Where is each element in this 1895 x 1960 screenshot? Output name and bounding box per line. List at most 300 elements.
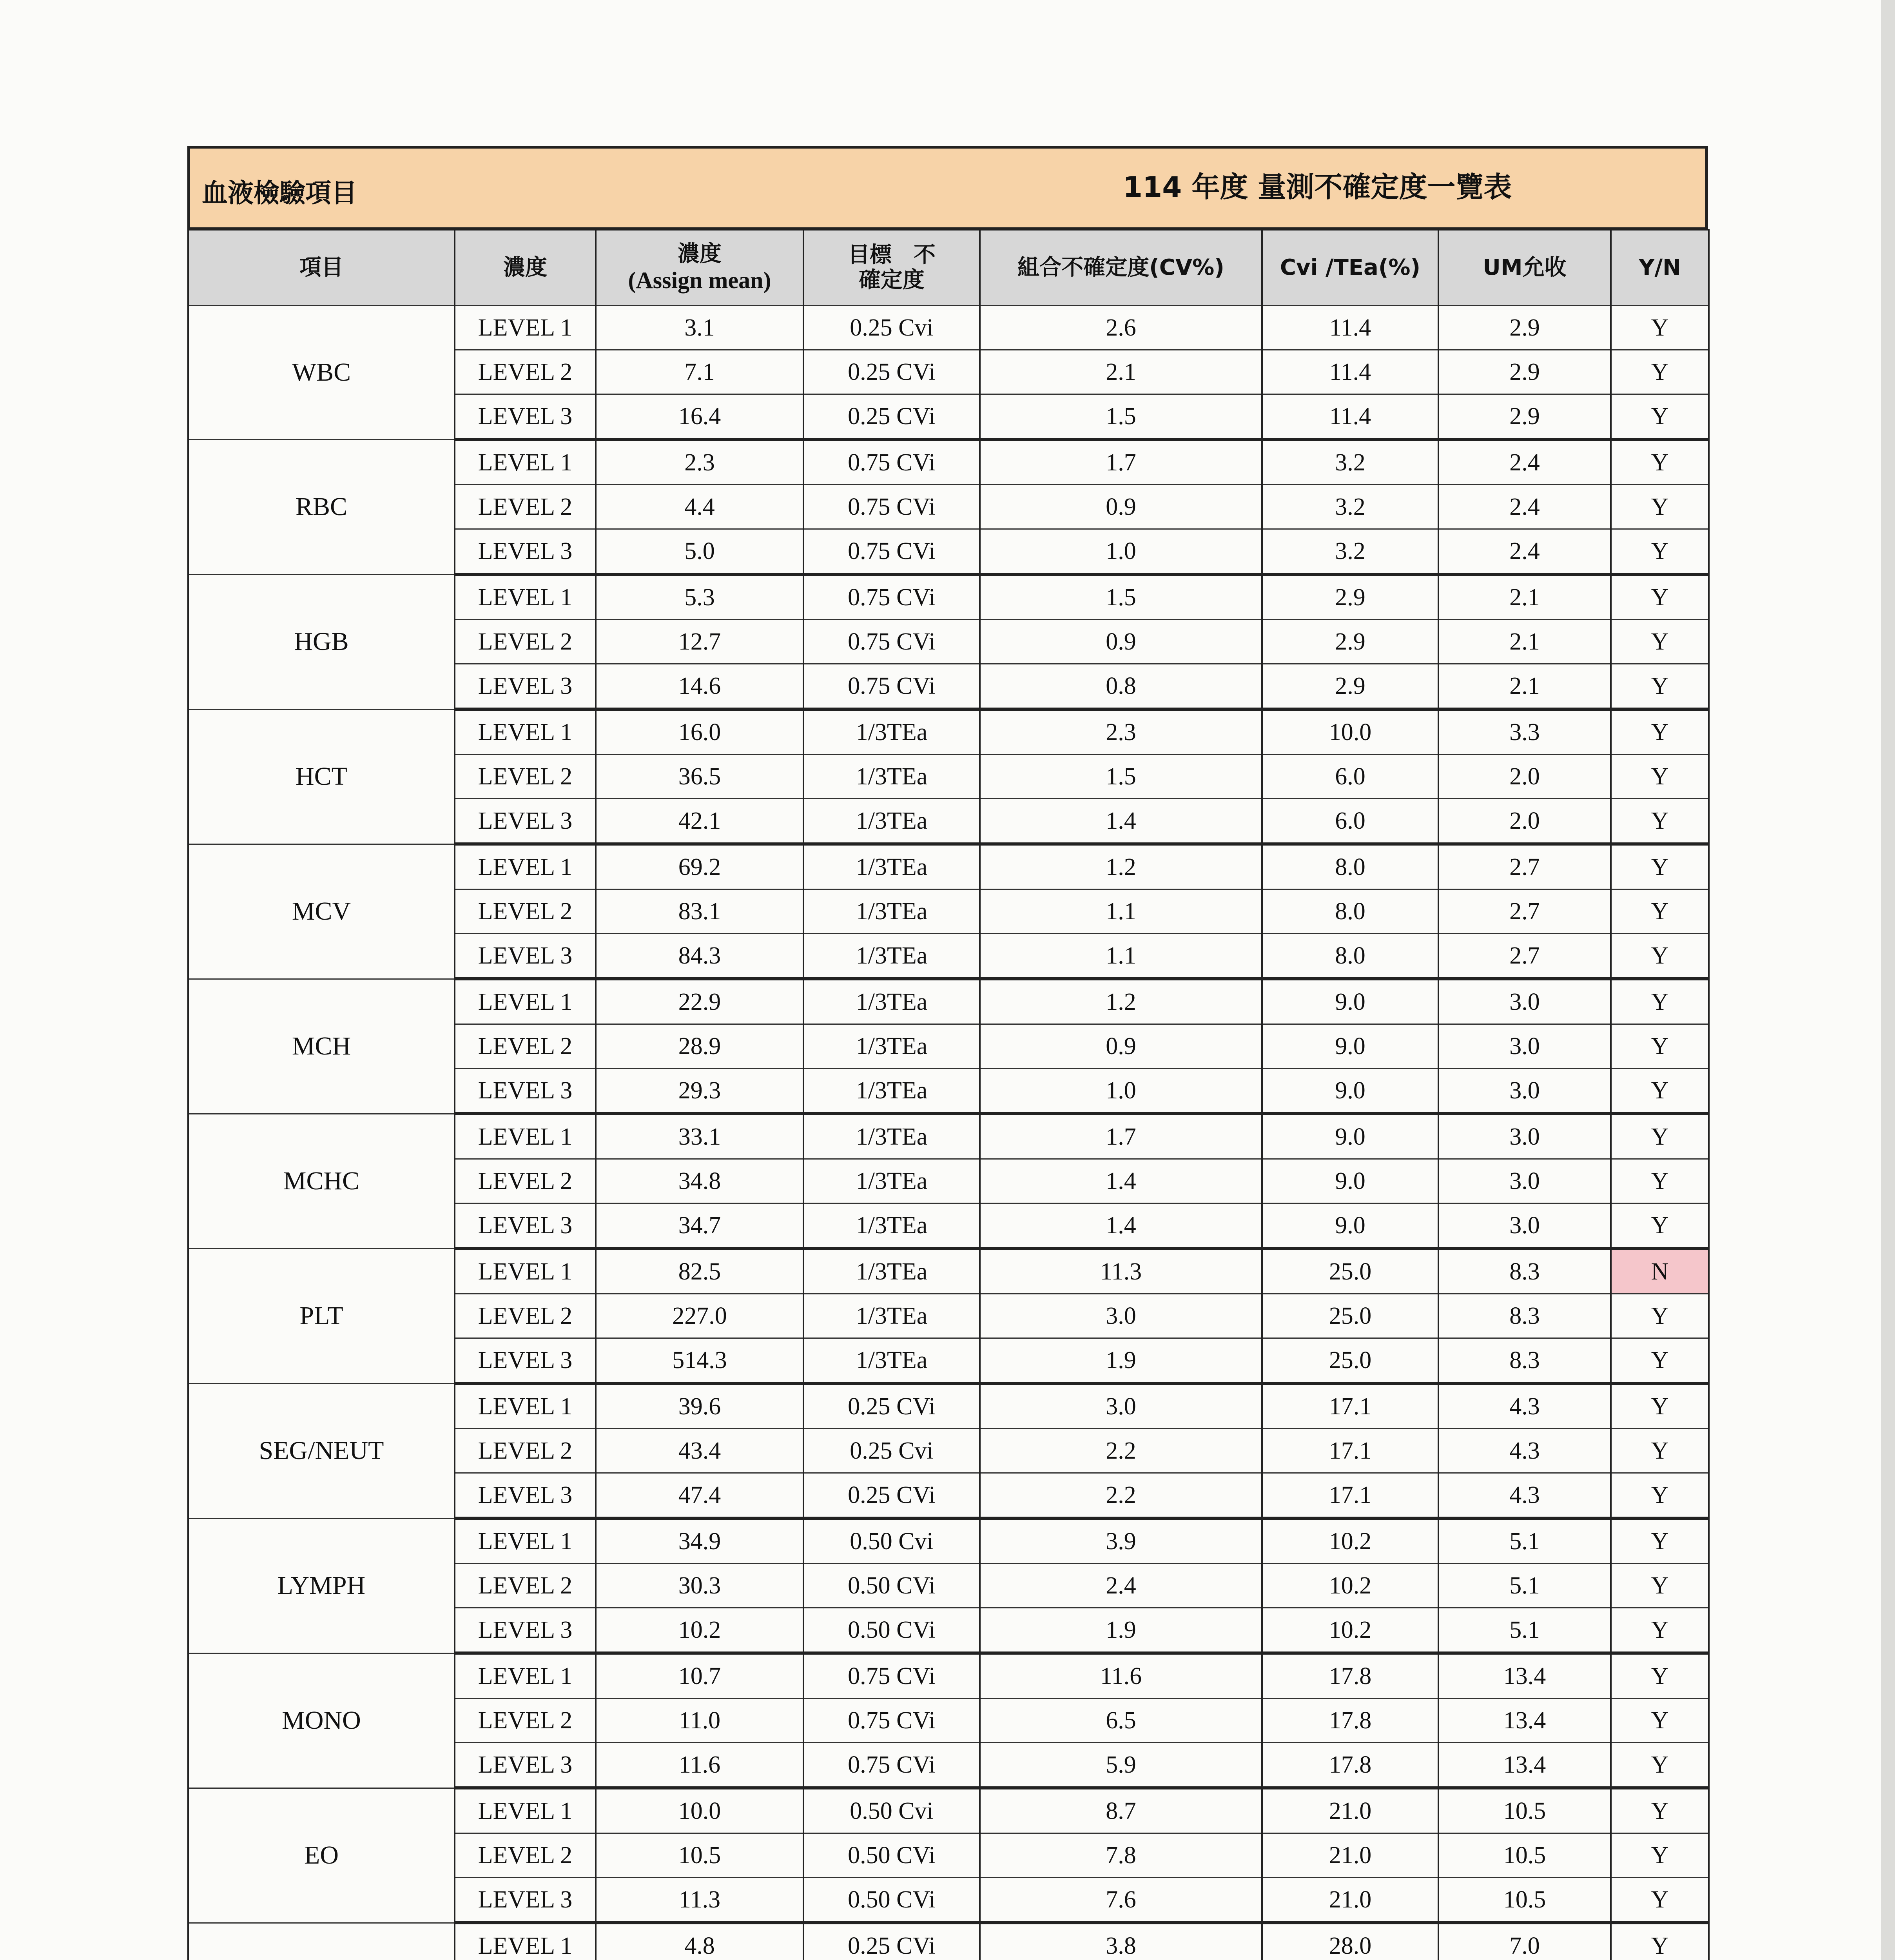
um-allow-cell: 2.4 (1438, 485, 1611, 529)
table-row (188, 574, 1709, 620)
item-cell: MONO (188, 1653, 455, 1788)
level-cell: LEVEL 1 (455, 1518, 596, 1564)
target-uncertainty-cell: 0.25 CVi (803, 350, 980, 394)
target-uncertainty-cell: 1/3TEa (803, 1159, 980, 1203)
assign-mean-cell: 43.4 (596, 1429, 803, 1473)
assign-mean-cell: 2.3 (596, 439, 803, 485)
um-allow-cell: 2.7 (1438, 889, 1611, 934)
um-allow-cell: 5.1 (1438, 1564, 1611, 1608)
um-allow-cell: 2.1 (1438, 620, 1611, 664)
yn-cell: Y (1611, 306, 1709, 350)
cvi-tea-cell: 9.0 (1262, 1203, 1438, 1249)
level-cell: LEVEL 1 (455, 574, 596, 620)
item-cell: WBC (188, 306, 455, 440)
cvi-tea-cell: 25.0 (1262, 1294, 1438, 1338)
yn-cell: Y (1611, 1114, 1709, 1159)
table-row (188, 1114, 1709, 1159)
cvi-tea-cell: 6.0 (1262, 799, 1438, 844)
assign-mean-cell: 29.3 (596, 1069, 803, 1114)
target-uncertainty-cell: 1/3TEa (803, 755, 980, 799)
yn-cell: Y (1611, 485, 1709, 529)
level-cell: LEVEL 2 (455, 1159, 596, 1203)
item-cell: RBC (188, 439, 455, 574)
yn-cell: Y (1611, 1383, 1709, 1429)
uncertainty-form (187, 146, 1708, 1960)
target-uncertainty-cell: 0.25 CVi (803, 1383, 980, 1429)
combined-uncertainty-cell: 1.9 (980, 1338, 1262, 1384)
yn-cell: Y (1611, 574, 1709, 620)
yn-cell: Y (1611, 664, 1709, 710)
assign-mean-cell: 34.9 (596, 1518, 803, 1564)
cvi-tea-cell: 28.0 (1262, 1923, 1438, 1960)
cvi-tea-cell: 11.4 (1262, 306, 1438, 350)
target-uncertainty-cell: 0.25 Cvi (803, 1429, 980, 1473)
level-cell: LEVEL 2 (455, 1294, 596, 1338)
yn-cell: Y (1611, 1743, 1709, 1788)
cvi-tea-cell: 10.2 (1262, 1564, 1438, 1608)
target-uncertainty-cell: 1/3TEa (803, 1338, 980, 1384)
title-bar (187, 146, 1708, 229)
level-cell: LEVEL 3 (455, 1473, 596, 1519)
um-allow-cell: 5.1 (1438, 1608, 1611, 1653)
level-cell: LEVEL 2 (455, 485, 596, 529)
level-cell: LEVEL 3 (455, 1203, 596, 1249)
target-uncertainty-cell: 0.75 CVi (803, 485, 980, 529)
report-title: 114 年度 量測不確定度一覽表 (1123, 171, 1512, 203)
col-level: 濃度 (455, 230, 596, 306)
combined-uncertainty-cell: 8.7 (980, 1788, 1262, 1833)
item-cell: MCHC (188, 1114, 455, 1249)
combined-uncertainty-cell: 0.9 (980, 485, 1262, 529)
target-uncertainty-cell: 0.50 CVi (803, 1564, 980, 1608)
level-cell: LEVEL 3 (455, 1878, 596, 1923)
level-cell: LEVEL 3 (455, 1069, 596, 1114)
yn-cell: Y (1611, 1024, 1709, 1069)
target-uncertainty-cell: 0.50 CVi (803, 1833, 980, 1878)
table-row (188, 439, 1709, 485)
assign-mean-cell: 34.7 (596, 1203, 803, 1249)
combined-uncertainty-cell: 7.6 (980, 1878, 1262, 1923)
assign-mean-cell: 42.1 (596, 799, 803, 844)
yn-cell: Y (1611, 394, 1709, 440)
combined-uncertainty-cell: 3.8 (980, 1923, 1262, 1960)
yn-cell: N (1611, 1249, 1709, 1294)
combined-uncertainty-cell: 1.2 (980, 979, 1262, 1024)
target-uncertainty-cell: 0.75 CVi (803, 664, 980, 710)
target-uncertainty-cell: 1/3TEa (803, 1294, 980, 1338)
yn-cell: Y (1611, 979, 1709, 1024)
um-allow-cell: 4.3 (1438, 1473, 1611, 1519)
col-assign-mean-line1: 濃度 (678, 241, 722, 267)
assign-mean-cell: 30.3 (596, 1564, 803, 1608)
combined-uncertainty-cell: 11.3 (980, 1249, 1262, 1294)
um-allow-cell: 2.1 (1438, 664, 1611, 710)
assign-mean-cell: 5.0 (596, 529, 803, 575)
col-cvi-tea: Cvi /TEa(%) (1262, 230, 1438, 306)
table-row (188, 709, 1709, 755)
combined-uncertainty-cell: 1.7 (980, 439, 1262, 485)
yn-cell: Y (1611, 1923, 1709, 1960)
level-cell: LEVEL 2 (455, 620, 596, 664)
assign-mean-cell: 11.6 (596, 1743, 803, 1788)
col-item: 項目 (188, 230, 455, 306)
assign-mean-cell: 34.8 (596, 1159, 803, 1203)
cvi-tea-cell: 8.0 (1262, 889, 1438, 934)
um-allow-cell: 3.0 (1438, 1203, 1611, 1249)
cvi-tea-cell: 17.8 (1262, 1653, 1438, 1699)
page-edge (1881, 0, 1895, 1960)
col-target-line2: 確定度 (859, 267, 925, 293)
um-allow-cell: 2.9 (1438, 350, 1611, 394)
combined-uncertainty-cell: 1.0 (980, 529, 1262, 575)
cvi-tea-cell: 21.0 (1262, 1833, 1438, 1878)
combined-uncertainty-cell: 2.1 (980, 350, 1262, 394)
cvi-tea-cell: 10.2 (1262, 1608, 1438, 1653)
cvi-tea-cell: 2.9 (1262, 620, 1438, 664)
level-cell: LEVEL 3 (455, 799, 596, 844)
yn-cell: Y (1611, 1473, 1709, 1519)
combined-uncertainty-cell: 1.7 (980, 1114, 1262, 1159)
um-allow-cell: 13.4 (1438, 1653, 1611, 1699)
item-cell: HGB (188, 574, 455, 709)
target-uncertainty-cell: 1/3TEa (803, 844, 980, 889)
combined-uncertainty-cell: 3.0 (980, 1294, 1262, 1338)
table-row (188, 1249, 1709, 1294)
combined-uncertainty-cell: 1.1 (980, 934, 1262, 979)
cvi-tea-cell: 3.2 (1262, 485, 1438, 529)
combined-uncertainty-cell: 1.5 (980, 574, 1262, 620)
combined-uncertainty-cell: 3.0 (980, 1383, 1262, 1429)
cvi-tea-cell: 9.0 (1262, 1114, 1438, 1159)
yn-cell: Y (1611, 844, 1709, 889)
level-cell: LEVEL 2 (455, 755, 596, 799)
combined-uncertainty-cell: 2.2 (980, 1429, 1262, 1473)
assign-mean-cell: 10.5 (596, 1833, 803, 1878)
um-allow-cell: 8.3 (1438, 1249, 1611, 1294)
level-cell: LEVEL 2 (455, 1024, 596, 1069)
level-cell: LEVEL 3 (455, 664, 596, 710)
item-cell: PLT (188, 1249, 455, 1383)
target-uncertainty-cell: 1/3TEa (803, 1249, 980, 1294)
target-uncertainty-cell: 0.25 CVi (803, 394, 980, 440)
yn-cell: Y (1611, 620, 1709, 664)
um-allow-cell: 10.5 (1438, 1878, 1611, 1923)
table-row (188, 979, 1709, 1024)
cvi-tea-cell: 2.9 (1262, 574, 1438, 620)
assign-mean-cell: 5.3 (596, 574, 803, 620)
item-cell (188, 1923, 455, 1960)
um-allow-cell: 2.9 (1438, 306, 1611, 350)
combined-uncertainty-cell: 1.0 (980, 1069, 1262, 1114)
combined-uncertainty-cell: 0.9 (980, 1024, 1262, 1069)
section-title: 血液檢驗項目 (202, 178, 357, 208)
level-cell: LEVEL 1 (455, 1383, 596, 1429)
yn-cell: Y (1611, 439, 1709, 485)
assign-mean-cell: 11.3 (596, 1878, 803, 1923)
cvi-tea-cell: 6.0 (1262, 755, 1438, 799)
level-cell: LEVEL 3 (455, 1743, 596, 1788)
target-uncertainty-cell: 1/3TEa (803, 979, 980, 1024)
col-assign-mean (596, 230, 803, 306)
um-allow-cell: 2.1 (1438, 574, 1611, 620)
combined-uncertainty-cell: 0.9 (980, 620, 1262, 664)
target-uncertainty-cell: 0.25 CVi (803, 1923, 980, 1960)
target-uncertainty-cell: 0.75 CVi (803, 574, 980, 620)
combined-uncertainty-cell: 7.8 (980, 1833, 1262, 1878)
cvi-tea-cell: 17.8 (1262, 1699, 1438, 1743)
level-cell: LEVEL 1 (455, 709, 596, 755)
um-allow-cell: 13.4 (1438, 1699, 1611, 1743)
assign-mean-cell: 16.4 (596, 394, 803, 440)
table-row (188, 1383, 1709, 1429)
cvi-tea-cell: 9.0 (1262, 1024, 1438, 1069)
um-allow-cell: 3.3 (1438, 709, 1611, 755)
target-uncertainty-cell: 0.25 Cvi (803, 306, 980, 350)
target-uncertainty-cell: 1/3TEa (803, 1203, 980, 1249)
um-allow-cell: 3.0 (1438, 1159, 1611, 1203)
level-cell: LEVEL 2 (455, 1833, 596, 1878)
assign-mean-cell: 14.6 (596, 664, 803, 710)
um-allow-cell: 10.5 (1438, 1788, 1611, 1833)
um-allow-cell: 2.0 (1438, 799, 1611, 844)
assign-mean-cell: 10.7 (596, 1653, 803, 1699)
col-yn: Y/N (1611, 230, 1709, 306)
cvi-tea-cell: 10.0 (1262, 709, 1438, 755)
combined-uncertainty-cell: 1.1 (980, 889, 1262, 934)
combined-uncertainty-cell: 1.4 (980, 1203, 1262, 1249)
level-cell: LEVEL 3 (455, 1338, 596, 1384)
um-allow-cell: 13.4 (1438, 1743, 1611, 1788)
target-uncertainty-cell: 0.75 CVi (803, 439, 980, 485)
yn-cell: Y (1611, 1608, 1709, 1653)
level-cell: LEVEL 3 (455, 934, 596, 979)
target-uncertainty-cell: 0.50 Cvi (803, 1788, 980, 1833)
um-allow-cell: 2.9 (1438, 394, 1611, 440)
combined-uncertainty-cell: 6.5 (980, 1699, 1262, 1743)
target-uncertainty-cell: 1/3TEa (803, 1114, 980, 1159)
target-uncertainty-cell: 1/3TEa (803, 709, 980, 755)
yn-cell: Y (1611, 1518, 1709, 1564)
table-row (188, 1923, 1709, 1960)
yn-cell: Y (1611, 1294, 1709, 1338)
level-cell: LEVEL 3 (455, 394, 596, 440)
cvi-tea-cell: 8.0 (1262, 934, 1438, 979)
assign-mean-cell: 16.0 (596, 709, 803, 755)
combined-uncertainty-cell: 0.8 (980, 664, 1262, 710)
um-allow-cell: 4.3 (1438, 1383, 1611, 1429)
combined-uncertainty-cell: 1.5 (980, 394, 1262, 440)
yn-cell: Y (1611, 1833, 1709, 1878)
um-allow-cell: 3.0 (1438, 1114, 1611, 1159)
target-uncertainty-cell: 0.50 CVi (803, 1608, 980, 1653)
assign-mean-cell: 82.5 (596, 1249, 803, 1294)
level-cell: LEVEL 1 (455, 1114, 596, 1159)
cvi-tea-cell: 21.0 (1262, 1788, 1438, 1833)
header-row (188, 230, 1709, 306)
combined-uncertainty-cell: 5.9 (980, 1743, 1262, 1788)
yn-cell: Y (1611, 1203, 1709, 1249)
level-cell: LEVEL 2 (455, 350, 596, 394)
item-cell: SEG/NEUT (188, 1383, 455, 1518)
level-cell: LEVEL 2 (455, 1564, 596, 1608)
yn-cell: Y (1611, 1069, 1709, 1114)
yn-cell: Y (1611, 529, 1709, 575)
cvi-tea-cell: 17.1 (1262, 1383, 1438, 1429)
cvi-tea-cell: 17.1 (1262, 1429, 1438, 1473)
level-cell: LEVEL 1 (455, 1249, 596, 1294)
um-allow-cell: 2.4 (1438, 439, 1611, 485)
yn-cell: Y (1611, 1878, 1709, 1923)
yn-cell: Y (1611, 1564, 1709, 1608)
assign-mean-cell: 10.0 (596, 1788, 803, 1833)
target-uncertainty-cell: 1/3TEa (803, 934, 980, 979)
col-target-uncertainty (803, 230, 980, 306)
assign-mean-cell: 4.8 (596, 1923, 803, 1960)
target-uncertainty-cell: 1/3TEa (803, 1024, 980, 1069)
target-uncertainty-cell: 0.75 CVi (803, 1653, 980, 1699)
level-cell: LEVEL 1 (455, 439, 596, 485)
level-cell: LEVEL 1 (455, 306, 596, 350)
yn-cell: Y (1611, 889, 1709, 934)
assign-mean-cell: 3.1 (596, 306, 803, 350)
level-cell: LEVEL 1 (455, 1653, 596, 1699)
yn-cell: Y (1611, 934, 1709, 979)
target-uncertainty-cell: 0.75 CVi (803, 1743, 980, 1788)
um-allow-cell: 2.0 (1438, 755, 1611, 799)
yn-cell: Y (1611, 755, 1709, 799)
yn-cell: Y (1611, 799, 1709, 844)
item-cell: EO (188, 1788, 455, 1923)
table-body (188, 306, 1709, 1960)
assign-mean-cell: 84.3 (596, 934, 803, 979)
table-row (188, 1518, 1709, 1564)
um-allow-cell: 8.3 (1438, 1338, 1611, 1384)
cvi-tea-cell: 9.0 (1262, 1159, 1438, 1203)
um-allow-cell: 7.0 (1438, 1923, 1611, 1960)
level-cell: LEVEL 2 (455, 889, 596, 934)
target-uncertainty-cell: 0.50 Cvi (803, 1518, 980, 1564)
item-cell: HCT (188, 709, 455, 844)
assign-mean-cell: 69.2 (596, 844, 803, 889)
cvi-tea-cell: 9.0 (1262, 1069, 1438, 1114)
combined-uncertainty-cell: 2.3 (980, 709, 1262, 755)
combined-uncertainty-cell: 1.5 (980, 755, 1262, 799)
uncertainty-table (187, 229, 1710, 1960)
assign-mean-cell: 227.0 (596, 1294, 803, 1338)
table-row (188, 1653, 1709, 1699)
combined-uncertainty-cell: 1.2 (980, 844, 1262, 889)
assign-mean-cell: 7.1 (596, 350, 803, 394)
assign-mean-cell: 47.4 (596, 1473, 803, 1519)
target-uncertainty-cell: 1/3TEa (803, 889, 980, 934)
cvi-tea-cell: 17.1 (1262, 1473, 1438, 1519)
combined-uncertainty-cell: 2.4 (980, 1564, 1262, 1608)
yn-cell: Y (1611, 1159, 1709, 1203)
assign-mean-cell: 514.3 (596, 1338, 803, 1384)
item-cell: LYMPH (188, 1518, 455, 1653)
um-allow-cell: 2.4 (1438, 529, 1611, 575)
yn-cell: Y (1611, 1699, 1709, 1743)
cvi-tea-cell: 3.2 (1262, 439, 1438, 485)
um-allow-cell: 2.7 (1438, 934, 1611, 979)
assign-mean-cell: 33.1 (596, 1114, 803, 1159)
yn-cell: Y (1611, 1429, 1709, 1473)
assign-mean-cell: 12.7 (596, 620, 803, 664)
col-combined-uncertainty: 組合不確定度(CV%) (980, 230, 1262, 306)
um-allow-cell: 8.3 (1438, 1294, 1611, 1338)
yn-cell: Y (1611, 1788, 1709, 1833)
yn-cell: Y (1611, 709, 1709, 755)
assign-mean-cell: 28.9 (596, 1024, 803, 1069)
yn-cell: Y (1611, 350, 1709, 394)
um-allow-cell: 3.0 (1438, 1024, 1611, 1069)
table-row (188, 1788, 1709, 1833)
cvi-tea-cell: 11.4 (1262, 394, 1438, 440)
target-uncertainty-cell: 0.25 CVi (803, 1473, 980, 1519)
table-row (188, 844, 1709, 889)
combined-uncertainty-cell: 2.6 (980, 306, 1262, 350)
assign-mean-cell: 39.6 (596, 1383, 803, 1429)
um-allow-cell: 4.3 (1438, 1429, 1611, 1473)
cvi-tea-cell: 3.2 (1262, 529, 1438, 575)
assign-mean-cell: 11.0 (596, 1699, 803, 1743)
combined-uncertainty-cell: 1.4 (980, 799, 1262, 844)
yn-cell: Y (1611, 1338, 1709, 1384)
level-cell: LEVEL 1 (455, 1788, 596, 1833)
combined-uncertainty-cell: 2.2 (980, 1473, 1262, 1519)
level-cell: LEVEL 1 (455, 979, 596, 1024)
target-uncertainty-cell: 0.75 CVi (803, 620, 980, 664)
combined-uncertainty-cell: 1.4 (980, 1159, 1262, 1203)
cvi-tea-cell: 25.0 (1262, 1338, 1438, 1384)
cvi-tea-cell: 8.0 (1262, 844, 1438, 889)
combined-uncertainty-cell: 11.6 (980, 1653, 1262, 1699)
um-allow-cell: 5.1 (1438, 1518, 1611, 1564)
yn-cell: Y (1611, 1653, 1709, 1699)
col-assign-mean-line2: (Assign mean) (628, 267, 771, 293)
cvi-tea-cell: 21.0 (1262, 1878, 1438, 1923)
target-uncertainty-cell: 0.75 CVi (803, 529, 980, 575)
level-cell: LEVEL 1 (455, 1923, 596, 1960)
level-cell: LEVEL 2 (455, 1699, 596, 1743)
target-uncertainty-cell: 0.50 CVi (803, 1878, 980, 1923)
cvi-tea-cell: 17.8 (1262, 1743, 1438, 1788)
um-allow-cell: 2.7 (1438, 844, 1611, 889)
level-cell: LEVEL 2 (455, 1429, 596, 1473)
target-uncertainty-cell: 1/3TEa (803, 1069, 980, 1114)
um-allow-cell: 10.5 (1438, 1833, 1611, 1878)
um-allow-cell: 3.0 (1438, 979, 1611, 1024)
um-allow-cell: 3.0 (1438, 1069, 1611, 1114)
assign-mean-cell: 4.4 (596, 485, 803, 529)
cvi-tea-cell: 25.0 (1262, 1249, 1438, 1294)
target-uncertainty-cell: 0.75 CVi (803, 1699, 980, 1743)
assign-mean-cell: 36.5 (596, 755, 803, 799)
combined-uncertainty-cell: 3.9 (980, 1518, 1262, 1564)
col-target-line1: 目標 不 (848, 242, 936, 268)
assign-mean-cell: 22.9 (596, 979, 803, 1024)
assign-mean-cell: 83.1 (596, 889, 803, 934)
level-cell: LEVEL 1 (455, 844, 596, 889)
cvi-tea-cell: 2.9 (1262, 664, 1438, 710)
table-row (188, 306, 1709, 350)
col-um-allow: UM允收 (1438, 230, 1611, 306)
combined-uncertainty-cell: 1.9 (980, 1608, 1262, 1653)
level-cell: LEVEL 3 (455, 1608, 596, 1653)
cvi-tea-cell: 9.0 (1262, 979, 1438, 1024)
cvi-tea-cell: 10.2 (1262, 1518, 1438, 1564)
assign-mean-cell: 10.2 (596, 1608, 803, 1653)
